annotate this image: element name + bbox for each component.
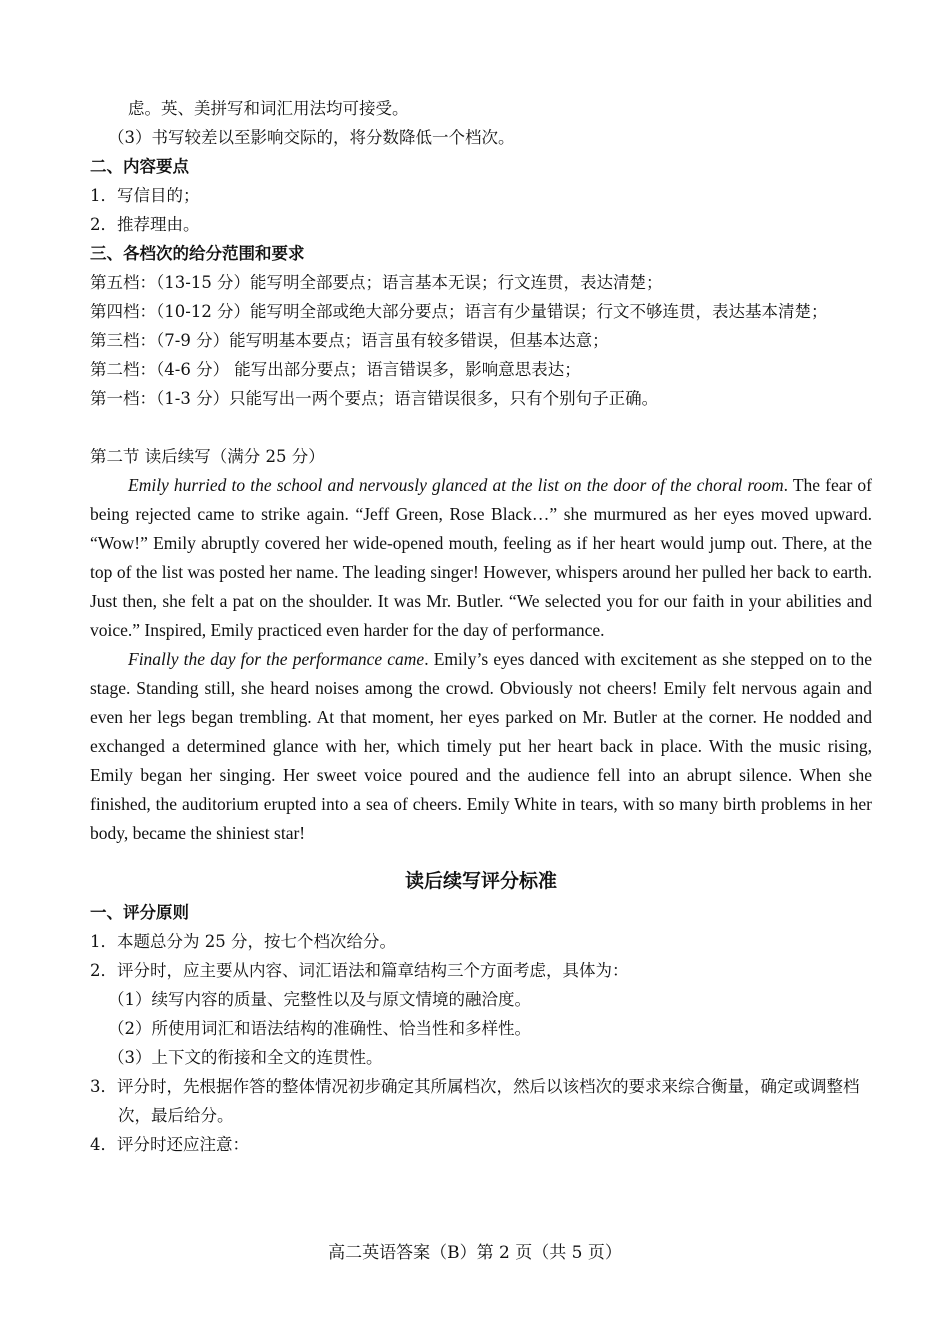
text-line: 虑。英、美拼写和词汇用法均可接受。 — [128, 99, 409, 118]
rubric-title: 读后续写评分标准 — [404, 870, 557, 892]
grade-item: 第一档：（1-3 分）只能写出一两个要点；语言错误很多，只有个别句子正确。 — [90, 389, 659, 408]
paragraph-body: . The fear of being rejected came to strike again. “Jeff Green, Rose Black…” she murmured as her eyes moved upward. “Wow!” Emily abruptly covered her wide-opened mouth, feeling as if her heart would jump out. There, at the top of the list was posted her name. The leading singer! However, whispers around her pulled her back to earth. Just then, she felt a pat on the shoulder. It was Mr. Butler. “We selected you for our faith in your abilities and voice.” Inspired, Emily practiced even harder for the day of performance. — [90, 475, 872, 640]
list-item: 4．评分时还应注意： — [90, 1135, 249, 1154]
grade-item: 第四档：（10-12 分）能写明全部或绝大部分要点；语言有少量错误；行文不够连贯，表达基本清楚； — [90, 302, 828, 321]
section-heading: 三、各档次的给分范围和要求 — [90, 244, 305, 263]
list-item: 1．本题总分为 25 分，按七个档次给分。 — [90, 932, 396, 951]
part-heading: 第二节 读后续写（满分 25 分） — [90, 447, 325, 466]
page-content — [90, 94, 872, 1159]
story-paragraph-1 — [90, 471, 872, 645]
paragraph-lead: Finally the day for the performance came — [128, 649, 425, 669]
list-item: 2．推荐理由。 — [90, 215, 200, 234]
sub-item: （1）续写内容的质量、完整性以及与原文情境的融洽度。 — [108, 990, 531, 1009]
page-footer: 高二英语答案（B）第 2 页（共 5 页） — [328, 1243, 622, 1263]
spacer — [90, 413, 872, 442]
list-item: 3．评分时，先根据作答的整体情况初步确定其所属档次，然后以该档次的要求来综合衡量，确定或调整档次，最后给分。 — [90, 1077, 860, 1125]
text-line: （3）书写较差以至影响交际的，将分数降低一个档次。 — [108, 128, 515, 147]
grade-item: 第二档：（4-6 分） 能写出部分要点；语言错误多，影响意思表达； — [90, 360, 581, 379]
section-heading: 二、内容要点 — [90, 157, 189, 176]
section-heading: 一、评分原则 — [90, 903, 189, 922]
grade-item: 第三档：（7-9 分）能写明基本要点；语言虽有较多错误，但基本达意； — [90, 331, 609, 350]
list-item: 2．评分时，应主要从内容、词汇语法和篇章结构三个方面考虑，具体为： — [90, 961, 629, 980]
sub-item: （3）上下文的衔接和全文的连贯性。 — [108, 1048, 383, 1067]
story-paragraph-2 — [90, 645, 872, 848]
paragraph-body: . Emily’s eyes danced with excitement as she stepped on to the stage. Standing still, she heard noises among the crowd. Obviously not cheers! Emily felt nervous again and even her legs began trembling. At that moment, her eyes parked on Mr. Butler at the corner. He nodded and exchanged a determined glance with her, which timely put her heart back in place. With the music rising, Emily began her singing. Her sweet voice poured and the audience fell into an abrupt silence. When she finished, the auditorium erupted into a sea of cheers. Emily White in tears, with so many birth problems in her body, became the shiniest star! — [90, 649, 872, 843]
sub-item: （2）所使用词汇和语法结构的准确性、恰当性和多样性。 — [108, 1019, 531, 1038]
list-item: 1．写信目的； — [90, 186, 200, 205]
paragraph-lead: Emily hurried to the school and nervously glanced at the list on the door of the choral room — [128, 475, 784, 495]
grade-item: 第五档：（13-15 分）能写明全部要点；语言基本无误；行文连贯，表达清楚； — [90, 273, 663, 292]
